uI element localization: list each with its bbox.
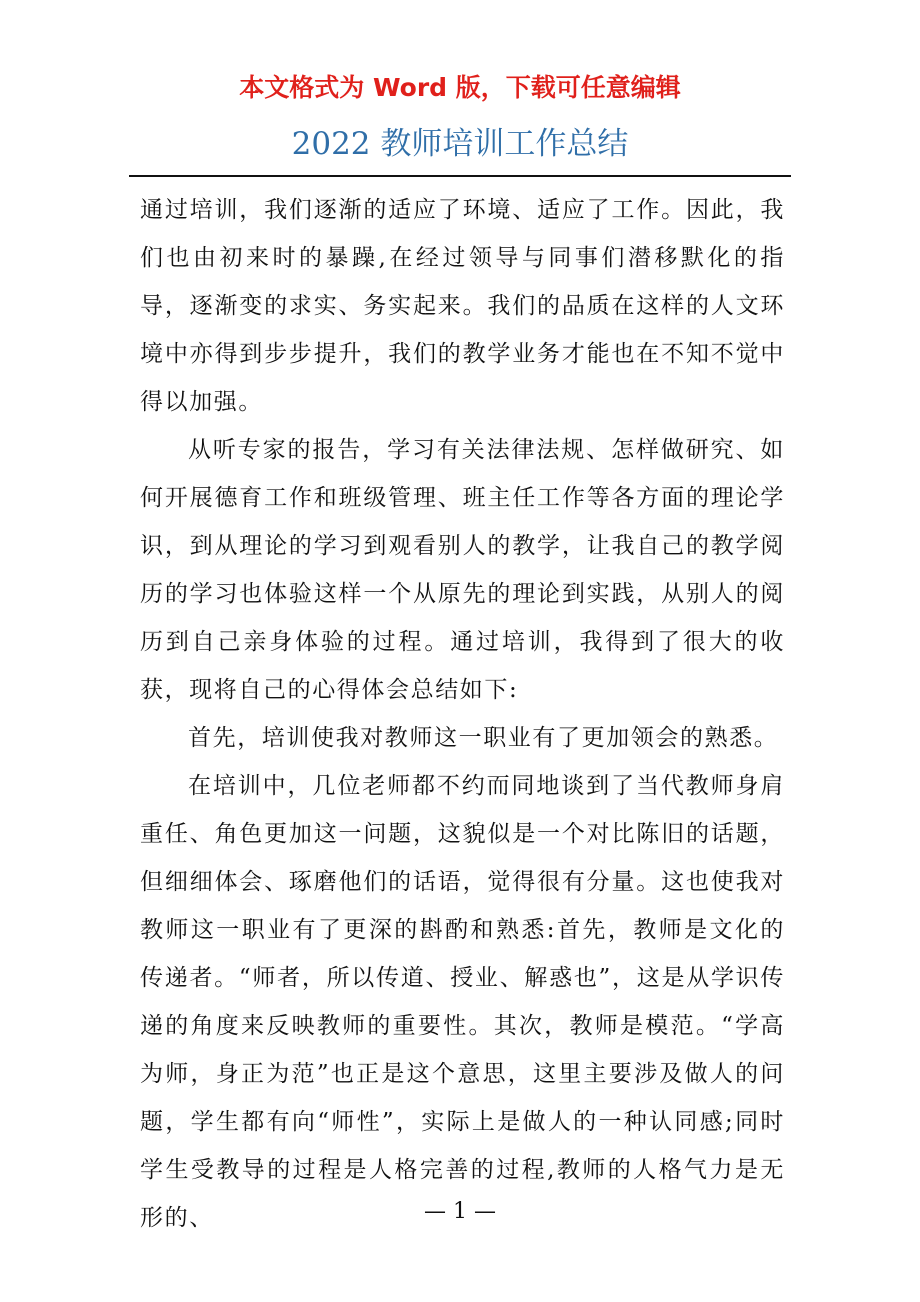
paragraph-3: 首先，培训使我对教师这一职业有了更加领会的熟悉。 xyxy=(188,725,779,751)
paragraph-2: 从听专家的报告，学习有关法律法规、怎样做研究、如何开展德育工作和班级管理、班主任工作等各方面的理论学识，到从理论的学习到观看别人的教学，让我自己的教学阅历的学习也体验这样一个从原先的理论到实践，从别人的阅历到自己亲身体验的过程。通过培训，我得到了很大的收获，现将自己的心得体会总结如下: xyxy=(140,437,785,703)
page-number: — 1 — xyxy=(424,1199,496,1224)
format-banner: 本文格式为 Word 版，下载可任意编辑 xyxy=(239,73,681,102)
document-body xyxy=(140,186,785,1242)
paragraph-1: 通过培训，我们逐渐的适应了环境、适应了工作。因此，我们也由初来时的暴躁,在经过领导与同事们潜移默化的指导，逐渐变的求实、务实起来。我们的品质在这样的人文环境中亦得到步步提升，我们的教学业务才能也在不知不觉中得以加强。 xyxy=(140,197,785,415)
paragraph-4: 在培训中，几位老师都不约而同地谈到了当代教师身肩重任、角色更加这一问题，这貌似是一个对比陈旧的话题，但细细体会、琢磨他们的话语，觉得很有分量。这也使我对教师这一职业有了更深的斟酌和熟悉:首先，教师是文化的传递者。“师者，所以传道、授业、解惑也”，这是从学识传递的角度来反映教师的重要性。其次，教师是模范。“学高为师，身正为范”也正是这个意思，这里主要涉及做人的问题，学生都有向“师性”，实际上是做人的一种认同感;同时学生受教导的过程是人格完善的过程,教师的人格气力是无形的、 xyxy=(140,773,785,1231)
title-divider xyxy=(129,175,791,177)
document-title: 2022 教师培训工作总结 xyxy=(291,126,629,162)
